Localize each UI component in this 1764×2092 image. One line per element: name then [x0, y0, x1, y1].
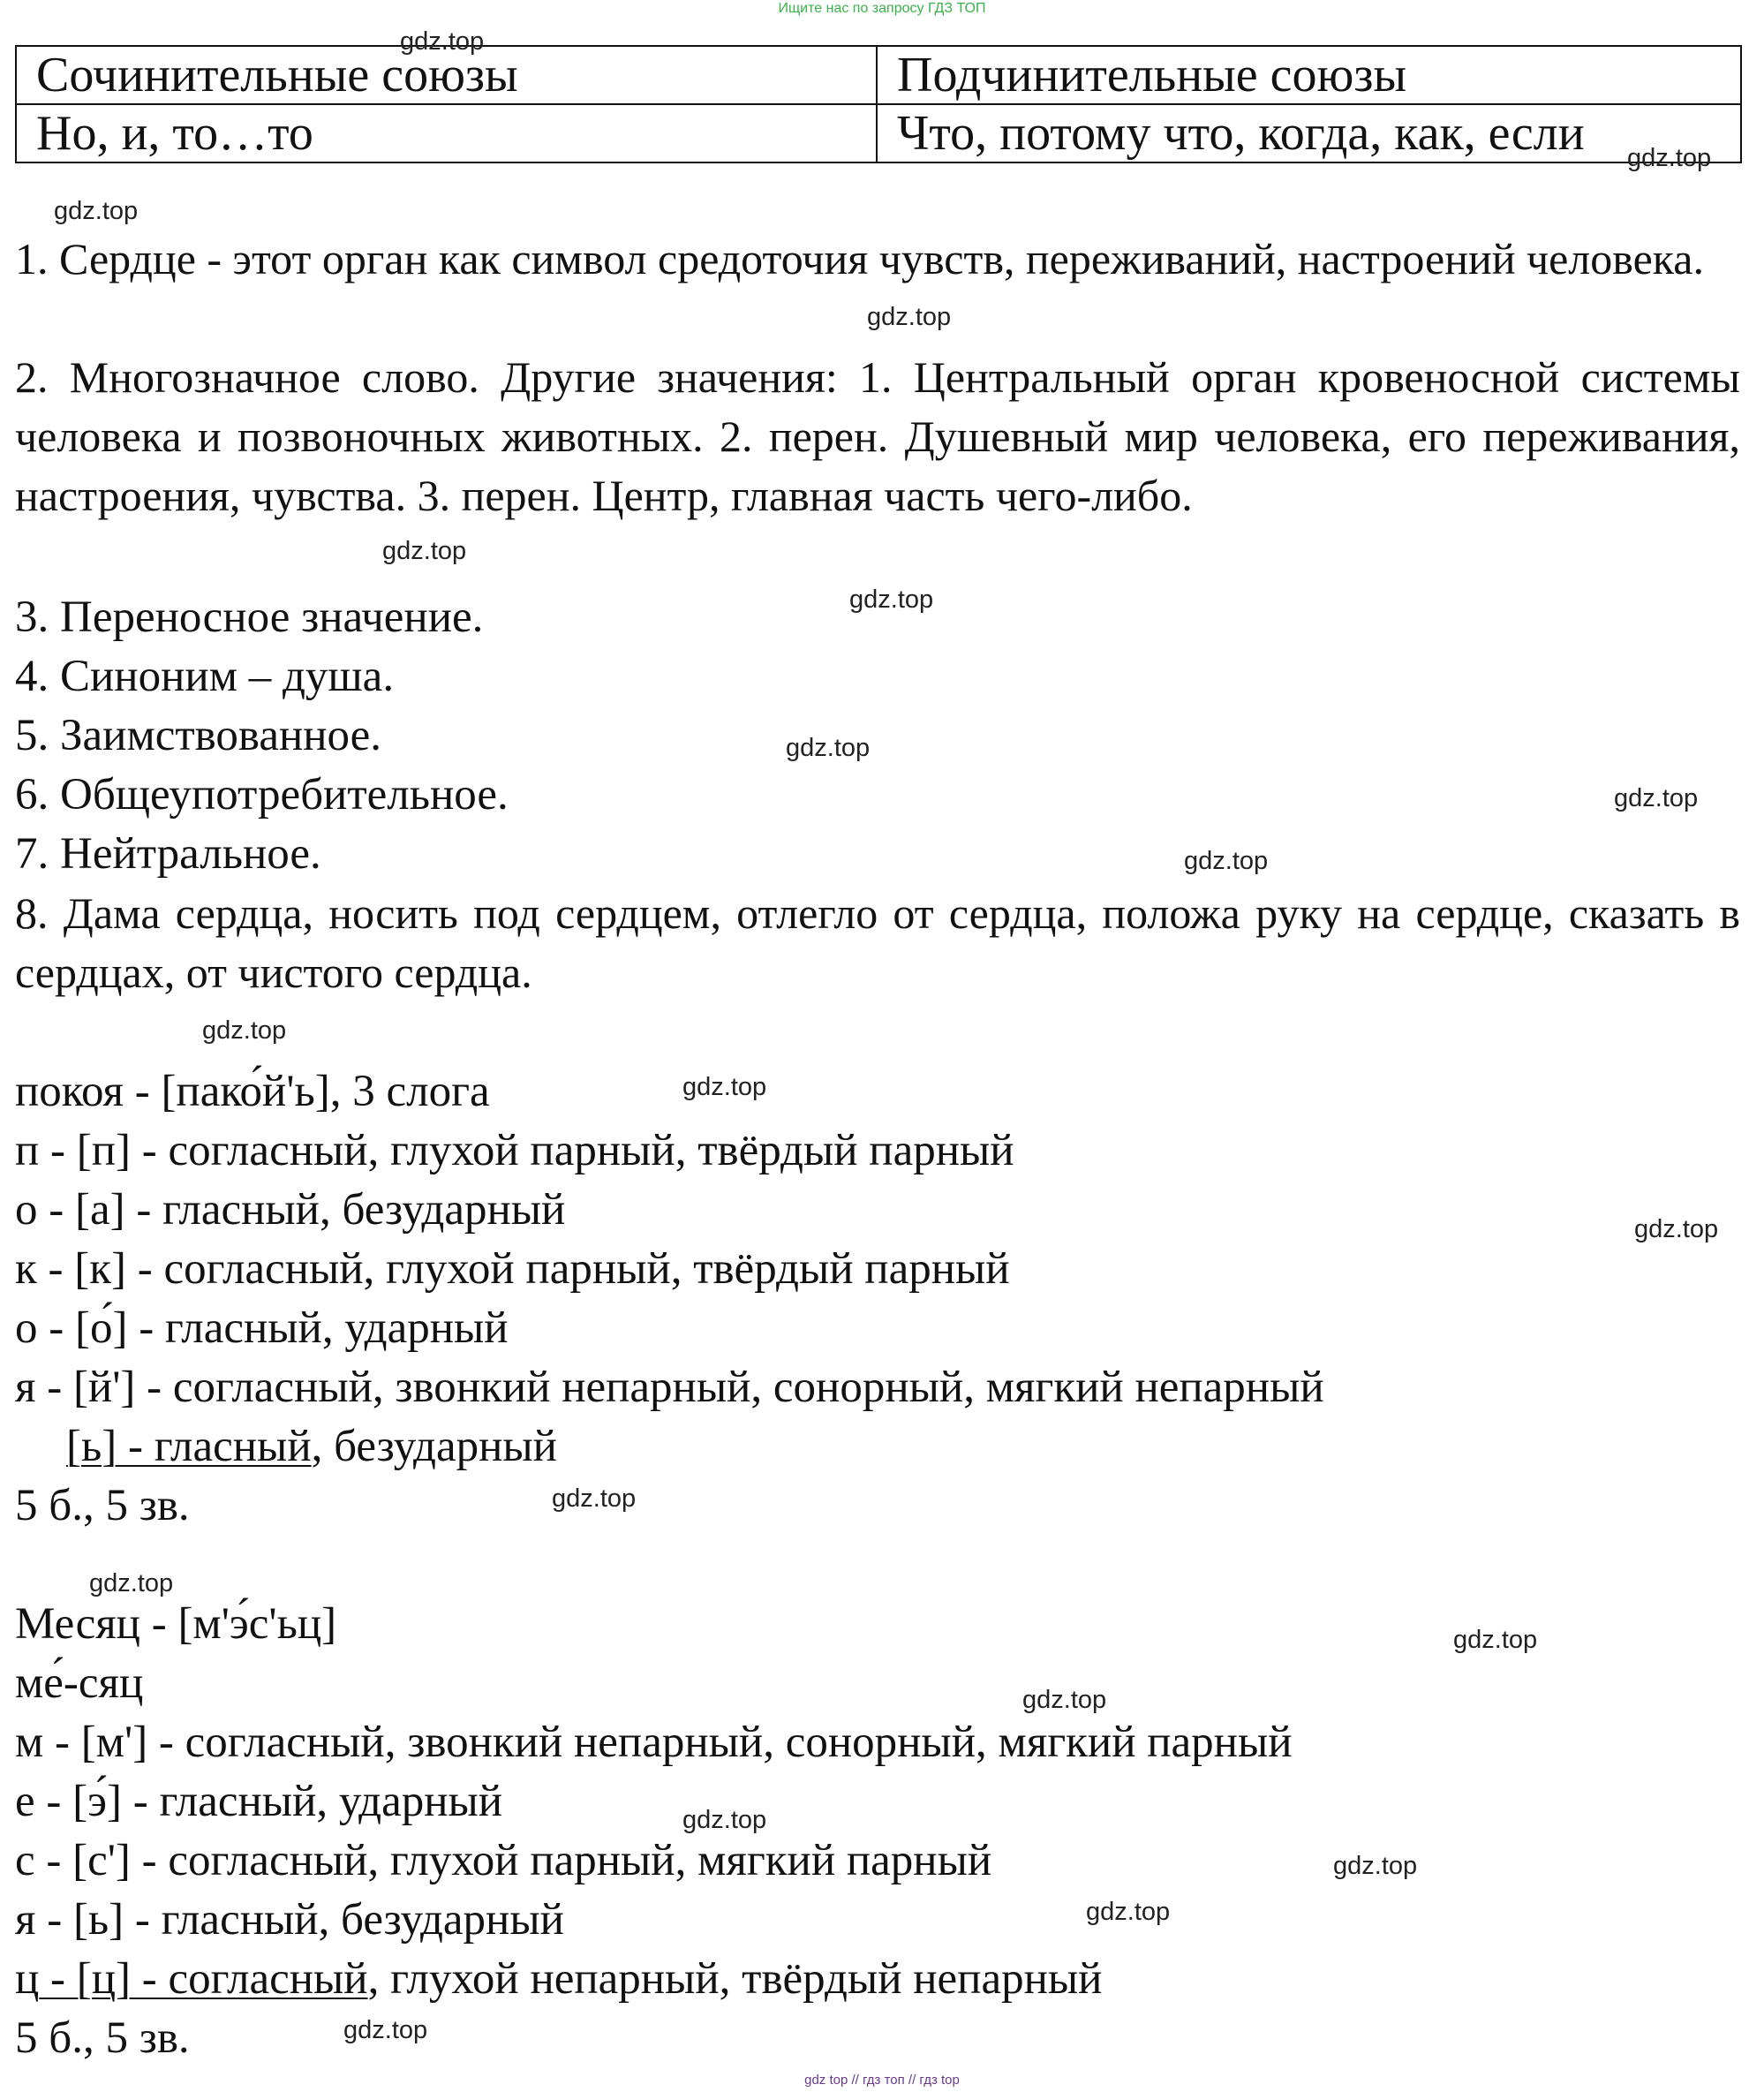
word2-summary: 5 б., 5 зв. — [15, 2013, 190, 2063]
answer-1: 1. Сердце - этот орган как символ средоточия чувств, переживаний, настроений человека. — [15, 234, 1704, 283]
watermark: gdz.top — [1086, 1898, 1171, 1926]
watermark: gdz.top — [682, 1806, 767, 1834]
word2-line-1: м - [м'] - согласный, звонкий непарный, сонорный, мягкий парный — [15, 1718, 1293, 1767]
watermark: gdz.top — [552, 1484, 637, 1513]
watermark: gdz.top — [1333, 1852, 1418, 1880]
word1-head: покоя - [пако́й'ь], 3 слога — [15, 1067, 490, 1116]
word1-underlined: [ь] - гласный — [66, 1422, 312, 1471]
table-row — [16, 104, 1741, 162]
answer-7: 7. Нейтральное. — [15, 829, 321, 879]
watermark: gdz.top — [343, 2016, 428, 2044]
table-header-row — [16, 46, 1741, 104]
word1-line-3: к - [к] - согласный, глухой парный, твёрдый парный — [15, 1244, 1010, 1294]
answer-3: 3. Переносное значение. — [15, 593, 484, 642]
word2-line-5-rest: , глухой непарный, твёрдый непарный — [367, 1954, 1103, 2004]
watermark: gdz.top — [54, 197, 139, 225]
table-cell-coordinating: Но, и, то…то — [16, 104, 877, 162]
top-banner: Ищите нас по запросу ГДЗ ТОП — [778, 1, 986, 16]
answer-5: 5. Заимствованное. — [15, 711, 382, 760]
word1-line-2: о - [а] - гласный, безударный — [15, 1185, 566, 1235]
word2-line-4: я - [ь] - гласный, безударный — [15, 1895, 564, 1945]
word1-line-6-rest: , безударный — [311, 1422, 557, 1471]
word1-line-5: я - [й'] - согласный, звонкий непарный, сонорный, мягкий непарный — [15, 1363, 1324, 1412]
table-header-subordinating: Подчинительные союзы — [877, 46, 1741, 104]
bottom-banner: gdz top // гдз топ // гдз top — [804, 2073, 960, 2088]
table-cell-subordinating: Что, потому что, когда, как, если — [877, 104, 1741, 162]
answer-2: 2. Многозначное слово. Другие значения: 1. Центральный орган кровеносной системы человека и позвоночных животных. 2. перен. Душевный мир человека, его переживания, настроения, чувства. 3. перен. Центр, главная часть чего-либо. — [15, 352, 1740, 520]
word2-line-5 — [15, 1950, 1102, 2008]
watermark: gdz.top — [1453, 1626, 1538, 1654]
watermark: gdz.top — [1022, 1686, 1107, 1714]
word1-line-1: п - [п] - согласный, глухой парный, твёрдый парный — [15, 1126, 1014, 1175]
watermark: gdz.top — [89, 1569, 174, 1597]
watermark: gdz.top — [867, 303, 952, 331]
answer-8: 8. Дама сердца, носить под сердцем, отлегло от сердца, положа руку на сердце, сказать в сердцах, от чистого сердца. — [15, 888, 1740, 997]
word1-line-6 — [66, 1417, 557, 1476]
word2-syllables: ме́-сяц — [15, 1658, 144, 1708]
watermark: gdz.top — [1614, 784, 1699, 812]
watermark: gdz.top — [1627, 144, 1712, 172]
watermark: gdz.top — [786, 734, 871, 762]
conjunctions-table — [15, 45, 1742, 163]
answer-4: 4. Синоним – душа. — [15, 652, 395, 701]
table-header-coordinating: Сочинительные союзы — [16, 46, 877, 104]
word2-underlined: - [ц] - согласный — [39, 1954, 368, 2004]
word2-line-5-prefix: ц — [15, 1954, 40, 2004]
watermark: gdz.top — [682, 1073, 767, 1101]
answer-6: 6. Общеупотребительное. — [15, 770, 509, 819]
word1-line-4: о - [о́] - гласный, ударный — [15, 1303, 509, 1353]
watermark: gdz.top — [382, 537, 467, 565]
watermark: gdz.top — [1184, 847, 1269, 875]
word2-line-3: с - [с'] - согласный, глухой парный, мягкий парный — [15, 1836, 992, 1885]
watermark: gdz.top — [849, 585, 934, 614]
watermark: gdz.top — [1634, 1215, 1719, 1243]
word2-head: Месяц - [м'э́с'ьц] — [15, 1599, 337, 1649]
watermark: gdz.top — [400, 27, 485, 56]
word1-summary: 5 б., 5 зв. — [15, 1481, 190, 1530]
watermark: gdz.top — [202, 1016, 287, 1045]
word2-line-2: е - [э́] - гласный, ударный — [15, 1777, 503, 1826]
